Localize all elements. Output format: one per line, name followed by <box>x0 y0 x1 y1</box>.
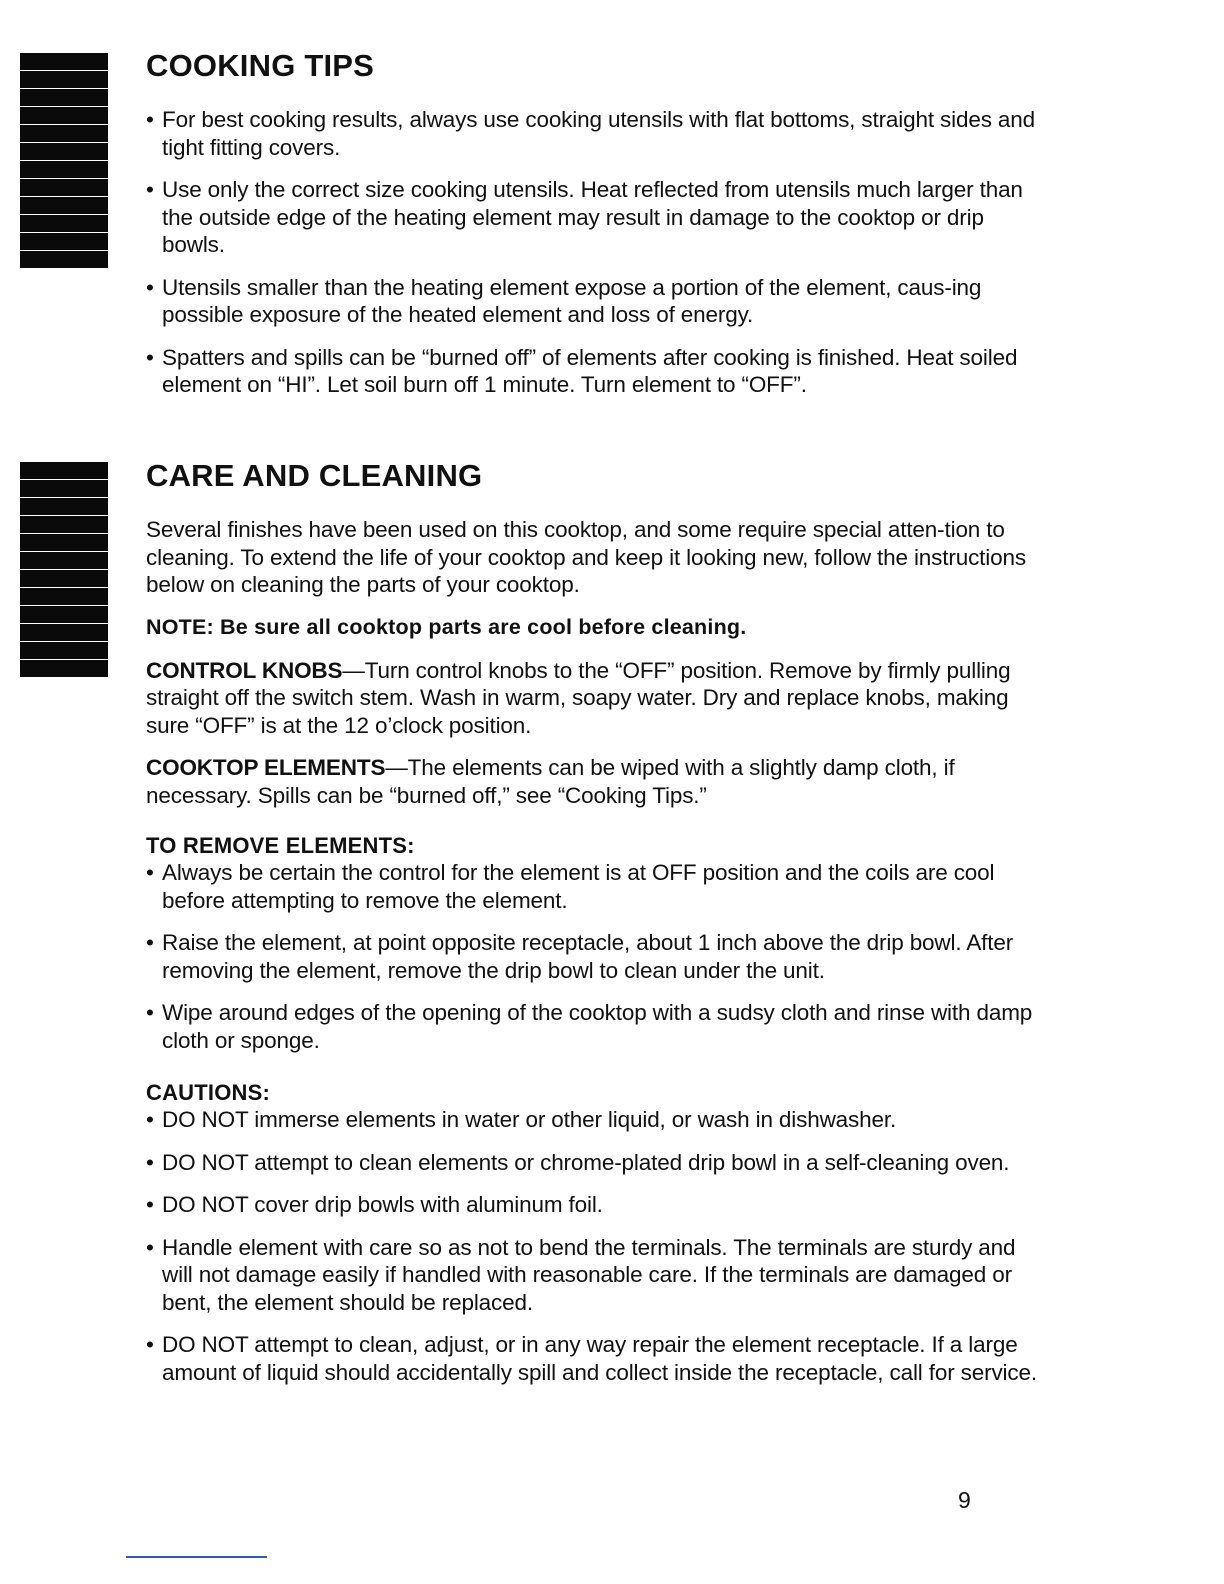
cool-parts-note: NOTE: Be sure all cooktop parts are cool before cleaning. <box>146 614 747 639</box>
care-intro-paragraph: Several finishes have been used on this cooktop, and some require special atten-tion to cleaning. To extend the life of your cooktop and keep it looking new, follow the instructions below on cleaning the parts of your cooktop. <box>146 517 1026 597</box>
control-knobs-paragraph: CONTROL KNOBS—Turn control knobs to the “OFF” position. Remove by firmly pulling straight off the switch stem. Wash in warm, soapy water. Dry and replace knobs, making sure “OFF” is at the 12 o’clock position. <box>146 657 1011 738</box>
caution-item: • DO NOT immerse elements in water or other liquid, or wash in dishwasher. <box>146 1107 897 1132</box>
section-tab-marker <box>20 462 108 678</box>
cooking-tips-section <box>146 48 1046 414</box>
cooktop-elements-paragraph: COOKTOP ELEMENTS—The elements can be wiped with a slightly damp cloth, if necessary. Spills can be “burned off,” see “Cooking Tips.” <box>146 755 955 808</box>
cooking-tip-item: • Utensils smaller than the heating element expose a portion of the element, caus-ing possible exposure of the heated element and loss of energy. <box>146 274 982 327</box>
bottom-rule <box>126 1556 267 1558</box>
caution-item: • DO NOT attempt to clean, adjust, or in any way repair the element receptacle. If a large amount of liquid should accidentally spill and collect inside the receptacle, call for service. <box>146 1332 1037 1385</box>
caution-item: • Handle element with care so as not to bend the terminals. The terminals are sturdy and will not damage easily if handled with reasonable care. If the terminals are damaged or bent, the element should be replaced. <box>146 1234 1016 1315</box>
cooking-tips-heading: COOKING TIPS <box>146 48 375 83</box>
cooking-tip-item: • Spatters and spills can be “burned off” of elements after cooking is finished. Heat soiled element on “HI”. Let soil burn off 1 minute. Turn element to “OFF”. <box>146 344 1018 397</box>
remove-step-item: • Raise the element, at point opposite receptacle, about 1 inch above the drip bowl. After removing the element, remove the drip bowl to clean under the unit. <box>146 930 1014 983</box>
care-and-cleaning-heading: CARE AND CLEANING <box>146 458 483 493</box>
caution-item: • DO NOT cover drip bowls with aluminum foil. <box>146 1192 603 1217</box>
page-number: 9 <box>958 1487 971 1513</box>
remove-step-item: • Always be certain the control for the element is at OFF position and the coils are cool before attempting to remove the element. <box>146 860 995 913</box>
cooktop-elements-label: COOKTOP ELEMENTS <box>146 755 386 780</box>
section-tab-marker <box>20 53 108 269</box>
cooking-tip-item: • Use only the correct size cooking utensils. Heat reflected from utensils much larger than the outside edge of the heating element may result in damage to the cooktop or drip bowls. <box>146 177 1023 257</box>
cooking-tip-item: • For best cooking results, always use cooking utensils with flat bottoms, straight sides and tight fitting covers. <box>146 107 1036 160</box>
remove-elements-heading: TO REMOVE ELEMENTS: <box>146 833 415 858</box>
care-and-cleaning-section <box>146 458 1046 1401</box>
control-knobs-label: CONTROL KNOBS <box>146 657 343 683</box>
caution-item: • DO NOT attempt to clean elements or chrome-plated drip bowl in a self-cleaning oven. <box>146 1149 1010 1175</box>
remove-step-item: • Wipe around edges of the opening of the cooktop with a sudsy cloth and rinse with damp cloth or sponge. <box>146 1000 1033 1053</box>
cautions-heading: CAUTIONS: <box>146 1080 271 1105</box>
